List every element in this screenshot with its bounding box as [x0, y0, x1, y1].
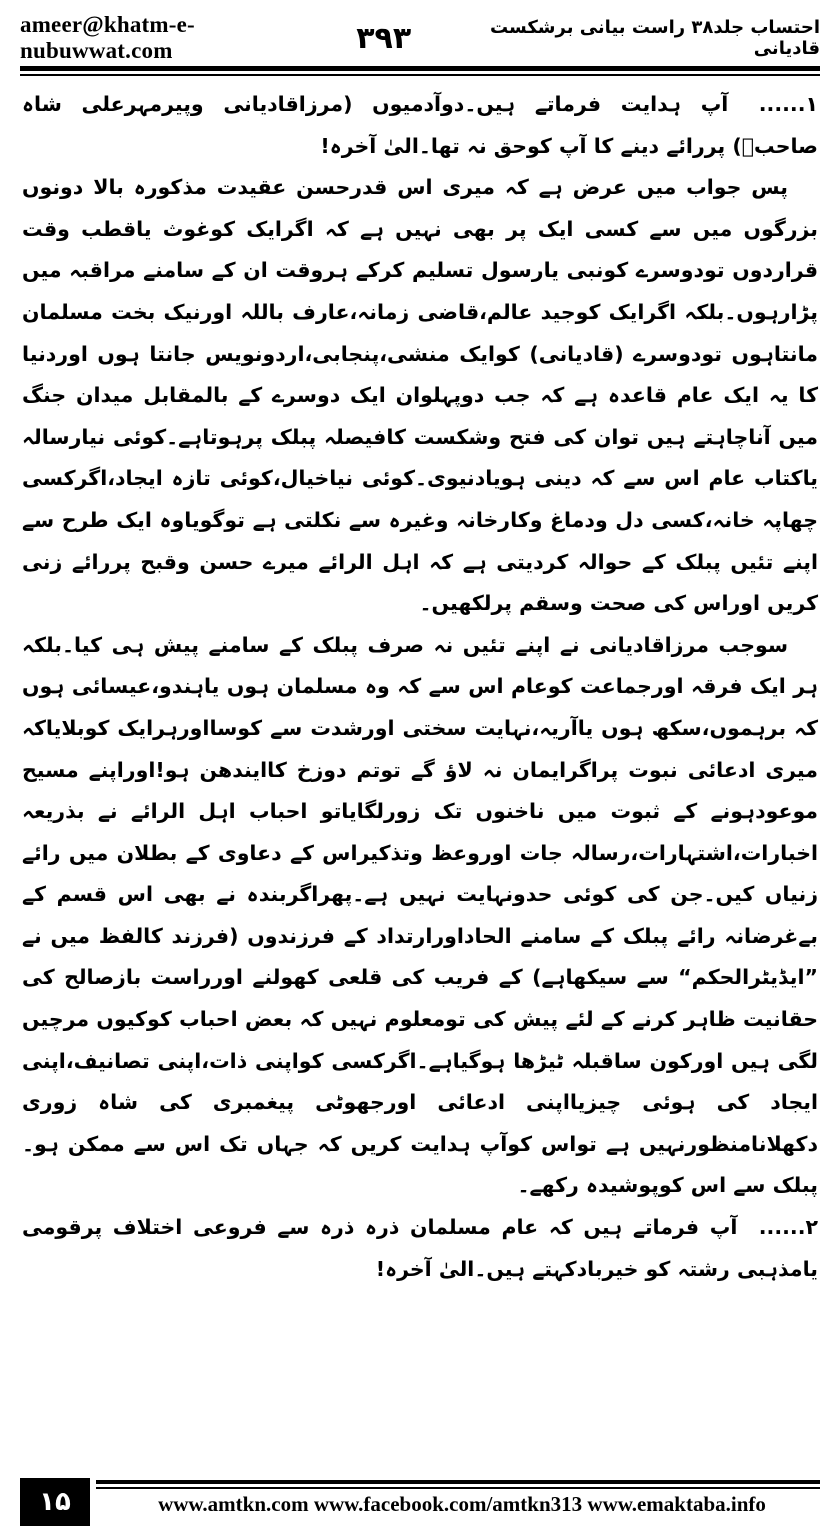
footer-rule-thick: [96, 1480, 820, 1484]
page-body: [22, 84, 818, 1290]
footer-links[interactable]: www.amtkn.com www.facebook.com/amtkn313 www.emaktaba.info: [158, 1492, 766, 1516]
item-1-marker: ۱......: [758, 92, 818, 116]
item-1-text: آپ ہدایت فرماتے ہیں۔دوآدمیوں (مرزاقادیانی وپیرمہرعلی شاہ صاحبؒ) پررائے دینے کا آپ کوحق نہ تھا۔الیٰ آخرہ!: [22, 92, 818, 158]
footer-rule-thin: [96, 1487, 820, 1489]
item-2-marker: ۲......: [758, 1215, 819, 1240]
item-2-text: آپ فرماتے ہیں کہ عام مسلمان ذرہ ذرہ سے فروعی اختلاف پرقومی یامذہبی رشتہ کو خیربادکہتے ہیں۔الیٰ آخرہ!: [22, 1215, 818, 1281]
header-title-group: [342, 17, 820, 59]
page-footer: [20, 1478, 820, 1526]
page-number: ۳۹۳: [356, 20, 412, 56]
page-header: [20, 14, 820, 62]
book-title: احتساب جلد۳۸ راست بیانی برشکست قادیانی: [489, 17, 820, 59]
header-rule-thick: [20, 66, 820, 71]
header-email[interactable]: ameer@khatm-e-nubuwwat.com: [20, 12, 195, 63]
footer-page-box: ۱۵: [20, 1478, 90, 1526]
paragraph-2: سوجب مرزاقادیانی نے اپنے تئیں نہ صرف پبلک کے سامنے پیش ہی کیا۔بلکہ ہر ایک فرقہ اورجماعت کوعام اس سے کہ وہ مسلمان ہوں یاہندو،عیسائی ہوں کہ برہموں،سکھ ہوں یاآریہ،نہایت سختی اورشدت سے کوسااورہرایک کوبلایاکہ میری ادعائی نبوت پراگرایمان نہ لاؤ گے توتم دوزخ کاایندھن ہو!اوراپنے مسیح موعودہونے کے ثبوت میں ناخنوں تک زورلگایاتو احباب اہل الرائے نے بذریعہ اخبارات،اشتہارات،رسالہ جات اوروعظ وتذکیراس کے دعاوی کے بطلان میں رائے زنیاں کیں۔جن کی کوئی حدونہایت نہیں ہے۔پھراگربندہ نے بھی اس قسم کے بےغرضانہ رائے پبلک کے سامنے الحاداورارتداد کے فرزندوں (فرزند کالفظ میں نے ”ایڈیٹرالحکم“ سے سیکھاہے) کے فریب کی قلعی کھولنے اورراست بازصالح کی حقانیت ظاہر کرنے کے لئے پیش کی تومعلوم نہیں کہ بعض احباب کوکیوں مرچیں لگی ہیں اورکون ساقبلہ ٹیڑھا ہوگیاہے۔اگرکسی کواپنی ذات،اپنی تصانیف،اپنی ایجاد کی ہوئی چیزیااپنی ادعائی اورجھوٹی پیغمبری کی شاہ زوری دکھلانامنظورنہیں ہے تواس کوآپ ہدایت کریں کہ جہاں تک اس سے ممکن ہو۔پبلک سے اس کوپوشیدہ رکھے۔: [22, 632, 818, 1198]
item-2: [22, 1207, 818, 1290]
paragraph-1: پس جواب میں عرض ہے کہ میری اس قدرحسن عقیدت مذکورہ بالا دونوں بزرگوں میں سے کسی ایک پر بھی نہیں ہے کہ اگرایک کوغوث یاقطب وقت قراردوں تودوسرے کونبی یارسول تسلیم کرکے ہروقت ان کے سامنے مراقبہ میں پڑارہوں۔بلکہ اگرایک کوجید عالم،قاضی زمانہ،عارف باللہ اورنیک بخت مسلمان مانتاہوں تودوسرے (قادیانی) کوایک منشی،پنجابی،اردونویس جانتا ہوں اوردنیا کا یہ ایک عام قاعدہ ہے کہ جب دوپہلوان ایک دوسرے کے بالمقابل میدان جنگ میں آناچاہتے ہیں توان کی فتح وشکست کافیصلہ پبلک پرہوتاہے۔کوئی نیارسالہ یاکتاب عام اس سے کہ دینی ہویادنیوی۔کوئی نیاخیال،کوئی تازہ ایجاد،اگرکسی چھاپہ خانہ،کسی دل ودماغ وکارخانہ وغیرہ سے نکلتی ہے توگویاوہ ایک طرح سے اپنے تئیں پبلک کے حوالہ کردیتی ہے کہ اہل الرائے میرے حسن وقبح پررائے زنی کریں اوراس کی صحت وسقم پرلکھیں۔: [22, 175, 819, 616]
header-rule-thin: [20, 74, 820, 76]
item-1: [22, 84, 818, 167]
